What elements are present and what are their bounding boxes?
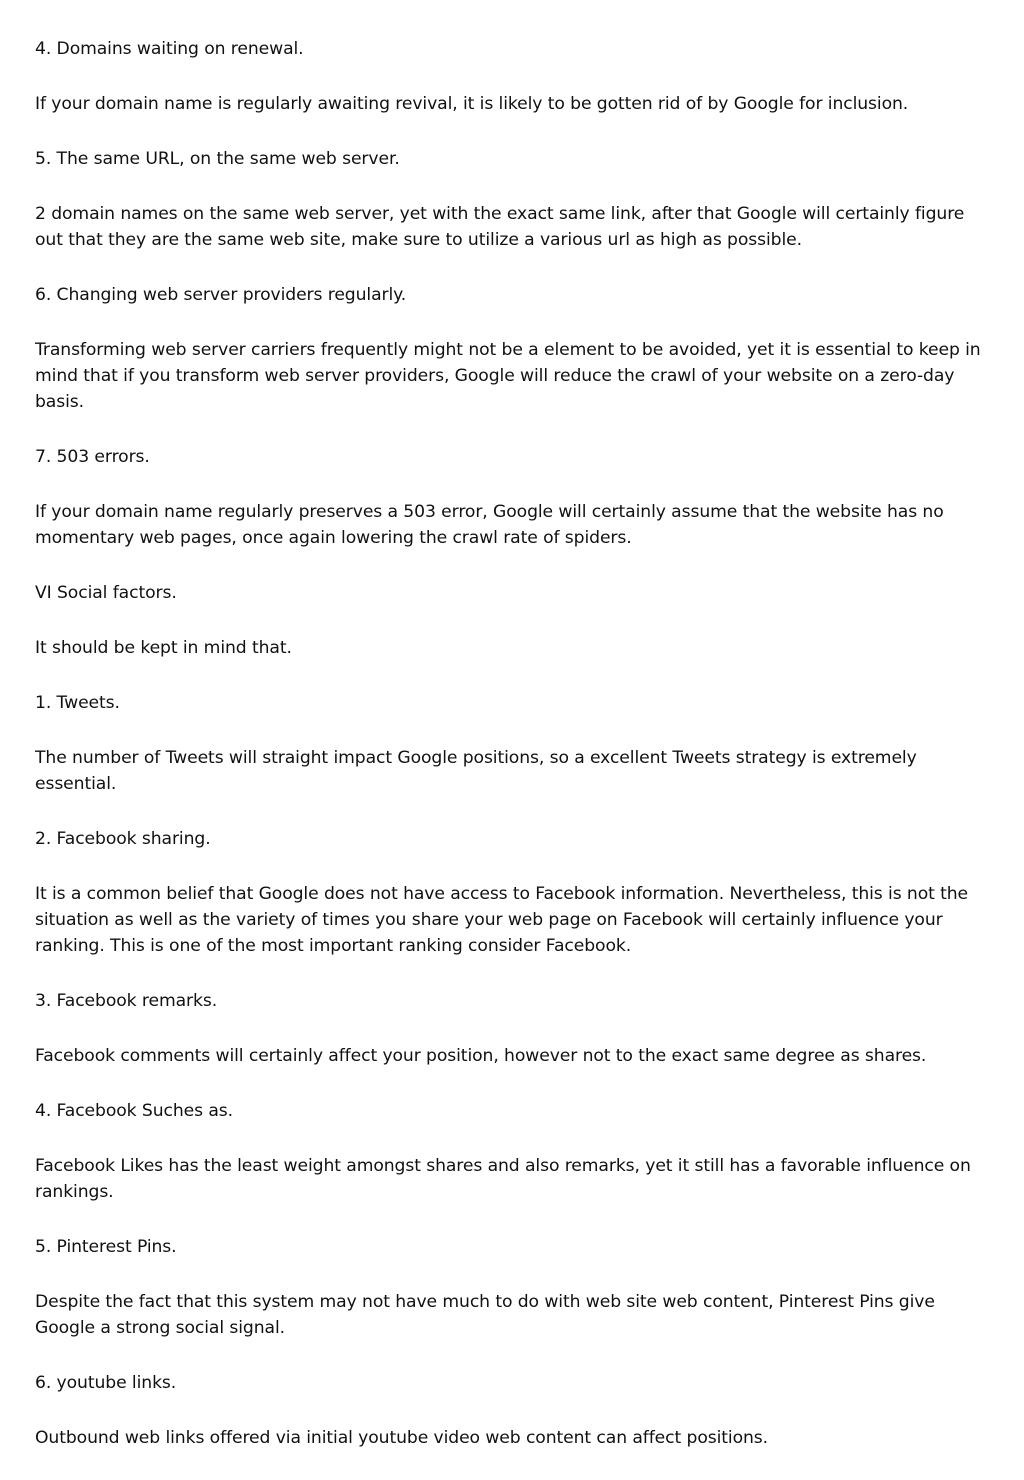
paragraph-facebook-sharing: It is a common belief that Google does not have access to Facebook information. Nevertheless, this is not the situation as well as the variety of times you share your web page on Facebook will certainly influence your ranking. This is one of the most important ranking consider Facebook. [35,884,969,956]
paragraph-pinterest-pins: Despite the fact that this system may not have much to do with web site web content, Pinterest Pins give Google a strong social signal. [35,1292,935,1338]
paragraph-503-errors: If your domain name regularly preserves a 503 error, Google will certainly assume that the website has no momentary web pages, once again lowering the crawl rate of spiders. [35,502,944,548]
heading-changing-providers: 6. Changing web server providers regularly. [35,285,407,305]
paragraph-youtube-links: Outbound web links offered via initial youtube video web content can affect positions. [35,1428,769,1448]
paragraph-tweets: The number of Tweets will straight impact Google positions, so a excellent Tweets strategy is extremely essential. [35,748,917,794]
paragraph-changing-providers: Transforming web server carriers frequently might not be a element to be avoided, yet it is essential to keep in mind that if you transform web server providers, Google will reduce the crawl of your website on a zero-day basis. [35,340,981,412]
heading-domains-renewal: 4. Domains waiting on renewal. [35,39,304,59]
document-body [35,36,995,1480]
paragraph-facebook-likes: Facebook Likes has the least weight amongst shares and also remarks, yet it still has a favorable influence on rankings. [35,1156,971,1202]
heading-facebook-remarks: 3. Facebook remarks. [35,991,218,1011]
section-heading-social-factors: VI Social factors. [35,583,177,603]
heading-facebook-sharing: 2. Facebook sharing. [35,829,211,849]
heading-youtube-links: 6. youtube links. [35,1373,177,1393]
heading-same-url: 5. The same URL, on the same web server. [35,149,400,169]
heading-tweets: 1. Tweets. [35,693,120,713]
paragraph-facebook-remarks: Facebook comments will certainly affect your position, however not to the exact same degree as shares. [35,1046,927,1066]
paragraph-same-url: 2 domain names on the same web server, yet with the exact same link, after that Google will certainly figure out that they are the same web site, make sure to utilize a various url as high as possible. [35,204,965,250]
paragraph-domains-renewal: If your domain name is regularly awaiting revival, it is likely to be gotten rid of by Google for inclusion. [35,94,909,114]
heading-pinterest-pins: 5. Pinterest Pins. [35,1237,177,1257]
heading-facebook-likes: 4. Facebook Suches as. [35,1101,233,1121]
paragraph-social-intro: It should be kept in mind that. [35,638,292,658]
heading-503-errors: 7. 503 errors. [35,447,150,467]
